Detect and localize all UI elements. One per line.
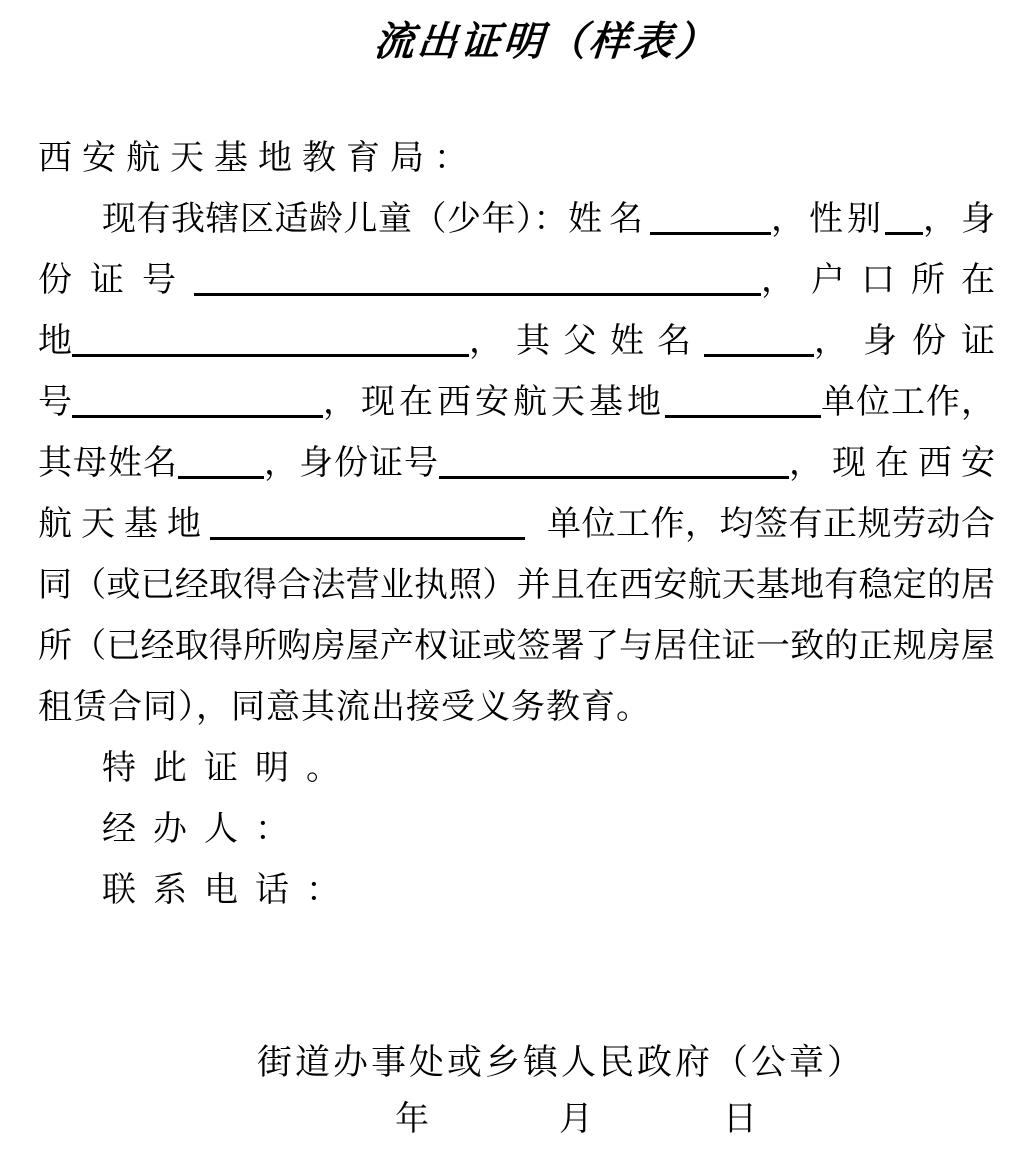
form-line — [38, 491, 995, 552]
text-run: ，身 — [923, 201, 999, 238]
text-run: ，户口所在 — [761, 262, 1011, 299]
form-line — [38, 552, 995, 613]
blank-underline — [194, 263, 761, 296]
text-run: 同（或已经取得合法营业执照）并且在西安航天基地有稳定的居 — [38, 567, 995, 604]
text-run: 联系电话： — [102, 872, 357, 909]
text-run: 份证号 — [38, 262, 194, 299]
text-run: ，身份证 — [814, 323, 1010, 360]
text-run: ，身份证号 — [264, 445, 439, 482]
blank-underline — [439, 446, 789, 479]
text-run: 特此证明。 — [102, 750, 357, 787]
date-month-label: 月 — [559, 1101, 593, 1138]
blank-underline — [210, 507, 525, 540]
text-run: 地 — [38, 323, 72, 360]
text-run: 其母姓名 — [38, 445, 178, 482]
text-run: ，现在西安 — [789, 445, 1004, 482]
blank-underline — [72, 324, 469, 357]
form-line — [38, 247, 1011, 308]
blank-underline — [650, 202, 771, 235]
document-body — [38, 125, 1011, 918]
signature-authority-line — [38, 1030, 995, 1091]
text-run: 现有我辖区适龄儿童（少年）： — [102, 201, 568, 238]
form-line — [38, 430, 1004, 491]
footer-spacer — [38, 918, 995, 1030]
text-run: 经办人： — [102, 811, 306, 848]
text-run: 单位工作， — [821, 384, 996, 421]
text-run: 单位工作，均签有正规劳动合 — [547, 506, 996, 543]
form-line — [38, 125, 995, 186]
form-line — [38, 186, 999, 247]
text-run: 所（已经取得所购房屋产权证或签署了与居住证一致的正规房屋 — [38, 628, 995, 665]
form-line — [38, 735, 995, 796]
text-run: 航天基地 — [38, 506, 210, 543]
text-run: 西安航天基地教育局： — [38, 140, 478, 177]
text-run: ，性别 — [771, 201, 885, 238]
text-run: ，其父姓名 — [469, 323, 704, 360]
date-year-label: 年 — [395, 1101, 429, 1138]
form-line — [38, 308, 1010, 369]
date-line — [38, 1091, 995, 1150]
text-run: ，现在西安航天基地 — [323, 384, 665, 421]
text-run: 姓名 — [568, 201, 650, 238]
form-line — [38, 796, 995, 857]
document-title: 流出证明（样表） — [372, 18, 720, 64]
date-day-label: 日 — [723, 1101, 757, 1138]
form-line — [38, 369, 995, 430]
signature-authority-text: 街道办事处或乡镇人民政府（公章） — [257, 1043, 866, 1082]
blank-underline — [885, 202, 923, 235]
title-spacer — [38, 68, 995, 125]
blank-underline — [665, 385, 821, 418]
form-line — [38, 613, 995, 674]
text-run: 号 — [38, 384, 72, 421]
blank-underline — [72, 385, 323, 418]
form-line — [38, 857, 995, 918]
blank-underline — [704, 324, 814, 357]
blank-underline — [178, 446, 264, 479]
form-line — [38, 674, 995, 735]
text-run: 租赁合同），同意其流出接受义务教育。 — [38, 689, 651, 726]
